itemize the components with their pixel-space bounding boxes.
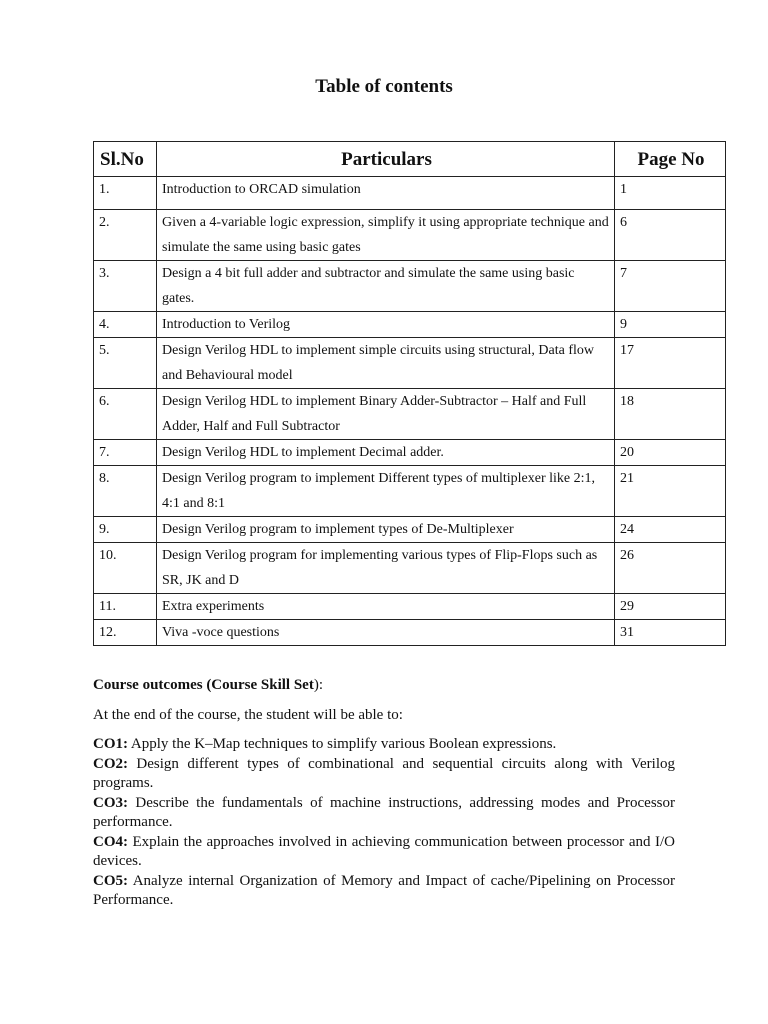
course-outcome-text: Describe the fundamentals of machine instructions, addressing modes and Processor performance. [93,794,675,830]
row-page: 31 [615,620,726,646]
row-particulars: Design Verilog program to implement Different types of multiplexer like 2:1, 4:1 and 8:1 [157,466,615,517]
course-outcome-label: CO5: [93,872,128,889]
row-number: 12. [94,620,157,646]
course-outcome-label: CO3: [93,794,128,811]
row-page: 20 [615,440,726,466]
course-outcome-label: CO2: [93,755,128,772]
table-row [94,261,726,312]
table-row [94,210,726,261]
course-outcome-item [93,755,675,794]
row-number: 5. [94,338,157,389]
table-row [94,620,726,646]
row-page: 24 [615,517,726,543]
table-row [94,389,726,440]
row-particulars: Design Verilog program to implement types of De-Multiplexer [157,517,615,543]
table-row [94,440,726,466]
row-page: 29 [615,594,726,620]
row-number: 2. [94,210,157,261]
table-row [94,312,726,338]
row-particulars: Design Verilog program for implementing various types of Flip-Flops such as SR, JK and D [157,543,615,594]
course-outcome-label: CO1: [93,736,128,752]
row-number: 7. [94,440,157,466]
row-particulars: Design Verilog HDL to implement simple circuits using structural, Data flow and Behavioural model [157,338,615,389]
row-number: 1. [94,177,157,210]
row-number: 3. [94,261,157,312]
course-outcome-item [93,794,675,833]
course-outcome-item [93,872,675,911]
page-title: Table of contents [315,76,453,97]
row-page: 18 [615,389,726,440]
course-outcomes-heading-bold: Course outcomes (Course Skill Set [93,677,314,693]
course-outcomes-heading-tail: ): [313,677,323,693]
row-page: 17 [615,338,726,389]
column-header-page-no: Page No [615,142,726,177]
row-number: 11. [94,594,157,620]
contents-table [93,141,726,646]
course-outcome-item [93,735,675,755]
table-row [94,177,726,210]
row-particulars: Extra experiments [157,594,615,620]
column-header-slno: Sl.No [94,142,157,177]
row-particulars: Design a 4 bit full adder and subtractor and simulate the same using basic gates. [157,261,615,312]
table-row [94,517,726,543]
course-outcomes-intro: At the end of the course, the student will be able to: [93,707,403,723]
course-outcomes-section [93,675,675,911]
row-page: 6 [615,210,726,261]
row-number: 8. [94,466,157,517]
course-outcome-text: Design different types of combinational and sequential circuits along with Verilog programs. [93,755,675,791]
course-outcome-text: Apply the K–Map techniques to simplify various Boolean expressions. [128,736,557,752]
row-number: 6. [94,389,157,440]
row-particulars: Design Verilog HDL to implement Binary Adder-Subtractor – Half and Full Adder, Half and Full Subtractor [157,389,615,440]
row-particulars: Introduction to ORCAD simulation [157,177,615,210]
row-page: 26 [615,543,726,594]
table-row [94,338,726,389]
row-particulars: Design Verilog HDL to implement Decimal adder. [157,440,615,466]
table-row [94,594,726,620]
column-header-particulars: Particulars [157,142,615,177]
row-page: 1 [615,177,726,210]
course-outcome-label: CO4: [93,833,128,850]
row-particulars: Viva -voce questions [157,620,615,646]
row-particulars: Introduction to Verilog [157,312,615,338]
row-number: 9. [94,517,157,543]
row-particulars: Given a 4-variable logic expression, simplify it using appropriate technique and simulate the same using basic gates [157,210,615,261]
course-outcome-item [93,833,675,872]
table-row [94,466,726,517]
course-outcome-text: Explain the approaches involved in achieving communication between processor and I/O devices. [93,833,675,869]
row-page: 21 [615,466,726,517]
course-outcome-text: Analyze internal Organization of Memory and Impact of cache/Pipelining on Processor Performance. [93,872,675,908]
table-header-row [94,142,726,177]
course-outcomes-heading [93,675,675,695]
row-page: 7 [615,261,726,312]
row-number: 10. [94,543,157,594]
table-row [94,543,726,594]
row-page: 9 [615,312,726,338]
row-number: 4. [94,312,157,338]
